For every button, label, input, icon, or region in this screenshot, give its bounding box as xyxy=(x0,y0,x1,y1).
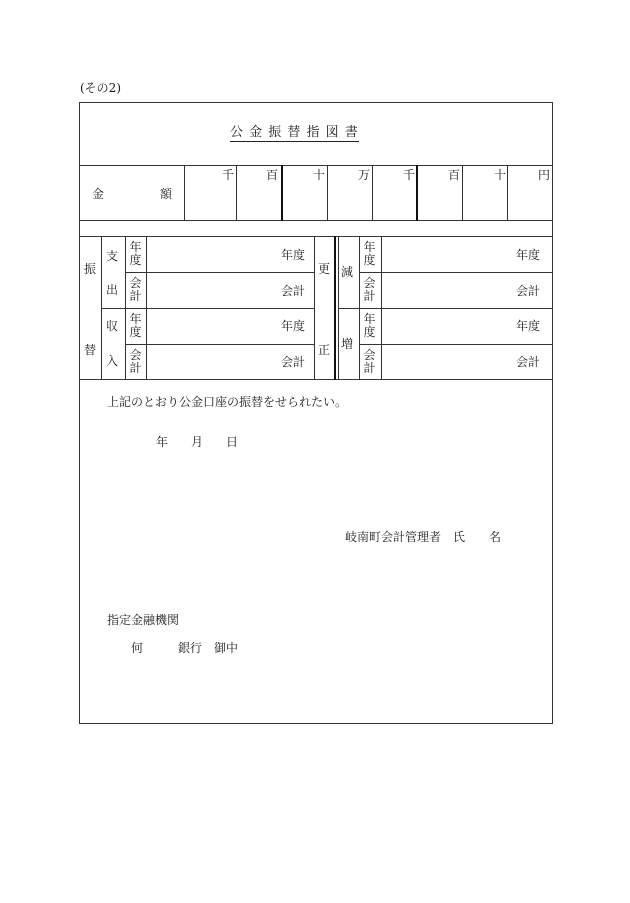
kaikei-value: 会計 xyxy=(516,355,541,369)
transfer-label-furi: 振 xyxy=(84,262,97,276)
nendo-label: 年度 xyxy=(129,240,142,267)
kaikei-label: 会計 xyxy=(129,348,142,375)
shishutsu-label-1: 支 xyxy=(106,249,119,263)
institution-bank: 銀行 御中 xyxy=(178,641,239,655)
nendo-label: 年度 xyxy=(363,312,376,339)
amount-unit: 千 xyxy=(222,168,235,182)
date-month: 月 xyxy=(191,435,204,449)
kaikei-label: 会計 xyxy=(363,276,376,303)
amount-divider xyxy=(327,165,328,221)
amount-unit: 千 xyxy=(403,168,416,182)
signer-line: 岐南町会計管理者 氏 名 xyxy=(345,530,502,544)
kousei-label-kou: 更 xyxy=(318,262,331,276)
transfer-rule xyxy=(125,344,315,345)
nendo-value: 年度 xyxy=(281,319,306,333)
kousei-label-sei: 正 xyxy=(318,343,331,357)
rule xyxy=(79,379,552,380)
institution-label: 指定金融機関 xyxy=(107,613,180,627)
form-title: 公 金 振 替 指 図 書 xyxy=(230,125,359,140)
amount-divider xyxy=(236,165,237,221)
amount-unit: 百 xyxy=(448,168,461,182)
amount-unit: 百 xyxy=(266,168,279,182)
transfer-rule xyxy=(359,344,552,345)
rule xyxy=(79,165,552,166)
transfer-rule xyxy=(338,308,552,309)
amount-unit: 十 xyxy=(313,168,326,182)
gen-label: 減 xyxy=(341,265,354,279)
amount-divider xyxy=(372,165,373,221)
nendo-label: 年度 xyxy=(363,240,376,267)
amount-unit: 円 xyxy=(538,168,551,182)
kaikei-label: 会計 xyxy=(129,276,142,303)
kaikei-value: 会計 xyxy=(281,284,306,298)
amount-divider-thick xyxy=(416,165,418,221)
shishutsu-label-2: 出 xyxy=(106,283,119,297)
amount-divider-thick xyxy=(281,165,283,221)
institution-nani: 何 xyxy=(131,641,144,655)
rule xyxy=(79,220,552,221)
page-label: (その2) xyxy=(80,81,121,95)
amount-unit: 万 xyxy=(358,168,371,182)
amount-label-right: 額 xyxy=(160,187,173,201)
transfer-label-kae: 替 xyxy=(84,343,97,357)
nendo-label: 年度 xyxy=(129,312,142,339)
amount-divider xyxy=(462,165,463,221)
kaikei-label: 会計 xyxy=(363,348,376,375)
amount-divider xyxy=(507,165,508,221)
date-day: 日 xyxy=(226,435,239,449)
amount-unit: 十 xyxy=(494,168,507,182)
shunyu-label-1: 収 xyxy=(106,319,119,333)
transfer-divider-thick xyxy=(334,236,336,380)
amount-label-left: 金 xyxy=(92,187,105,201)
nendo-value: 年度 xyxy=(516,248,541,262)
date-year: 年 xyxy=(156,435,169,449)
body-text: 上記のとおり公金口座の振替をせられたい。 xyxy=(107,395,348,409)
form-frame xyxy=(79,102,553,724)
nendo-value: 年度 xyxy=(281,248,306,262)
rule xyxy=(79,236,552,237)
kaikei-value: 会計 xyxy=(516,284,541,298)
transfer-rule xyxy=(125,272,315,273)
zou-label: 増 xyxy=(341,337,354,351)
transfer-rule xyxy=(359,272,552,273)
kaikei-value: 会計 xyxy=(281,355,306,369)
nendo-value: 年度 xyxy=(516,319,541,333)
transfer-rule xyxy=(101,308,315,309)
amount-divider xyxy=(184,165,185,221)
shunyu-label-2: 入 xyxy=(106,354,119,368)
